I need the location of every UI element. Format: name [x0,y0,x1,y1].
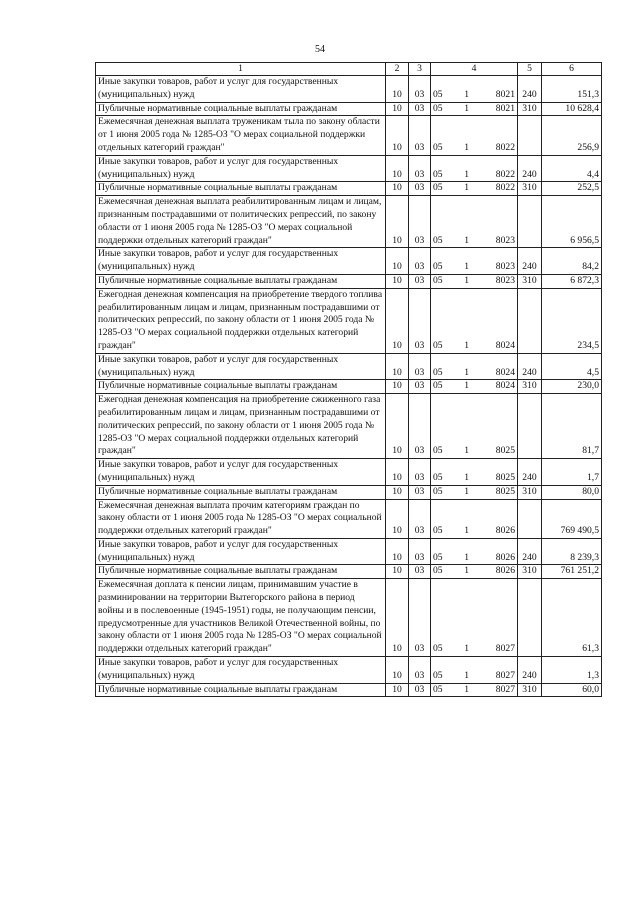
row-direction-code: 8027 [495,669,515,681]
row-subsection: 03 [409,102,431,116]
row-target-article [431,485,518,499]
table-row [96,116,602,155]
row-expense-type [518,288,542,353]
row-name: Ежемесячная денежная выплата реабилитированным лицам и лицам, признанным пострадавшими от политических репрессий, по закону области от 1 июня 2005 года № 1285-ОЗ "О мерах социальной поддержки отдельных категорий граждан" [96,196,386,248]
row-expense-type [518,499,542,538]
row-subprogram-code: 1 [464,380,469,392]
row-expense-type: 240 [518,248,542,275]
row-direction-code: 8021 [495,102,515,114]
row-expense-type: 240 [518,538,542,565]
header-col-3: 3 [409,63,431,76]
row-target-article [431,196,518,248]
row-program-code: 05 [433,339,443,351]
row-direction-code: 8022 [495,168,515,180]
row-name: Иные закупки товаров, работ и услуг для государственных (муниципальных) нужд [96,353,386,380]
row-section: 10 [386,485,409,499]
row-subsection: 03 [409,394,431,459]
row-expense-type: 310 [518,565,542,579]
row-name: Публичные нормативные социальные выплаты гражданам [96,565,386,579]
row-section: 10 [386,499,409,538]
row-expense-type: 310 [518,380,542,394]
row-target-article [431,538,518,565]
row-subprogram-code: 1 [464,366,469,378]
row-name: Ежемесячная денежная выплата труженикам тыла по закону области от 1 июня 2005 года № 1285-ОЗ "О мерах социальной поддержки отдельных категорий граждан" [96,116,386,155]
row-subprogram-code: 1 [464,669,469,681]
table-row [96,579,602,657]
row-section: 10 [386,353,409,380]
row-amount: 230,0 [542,380,602,394]
row-program-code: 05 [433,234,443,246]
row-program-code: 05 [433,274,443,286]
row-program-code: 05 [433,261,443,273]
row-amount: 234,5 [542,288,602,353]
row-subprogram-code: 1 [464,182,469,194]
row-program-code: 05 [433,366,443,378]
row-section: 10 [386,288,409,353]
row-name: Публичные нормативные социальные выплаты гражданам [96,485,386,499]
row-subsection: 03 [409,196,431,248]
row-direction-code: 8022 [495,182,515,194]
row-subsection: 03 [409,485,431,499]
row-target-article [431,499,518,538]
row-subsection: 03 [409,459,431,486]
row-section: 10 [386,380,409,394]
row-subprogram-code: 1 [464,141,469,153]
row-amount: 4,4 [542,155,602,182]
row-amount: 151,3 [542,76,602,103]
row-subsection: 03 [409,248,431,275]
table-row [96,485,602,499]
table-row [96,565,602,579]
row-direction-code: 8026 [495,551,515,563]
row-amount: 84,2 [542,248,602,275]
row-subprogram-code: 1 [464,339,469,351]
table-row [96,394,602,459]
row-direction-code: 8023 [495,261,515,273]
row-program-code: 05 [433,683,443,695]
row-target-article [431,579,518,657]
row-direction-code: 8026 [495,525,515,537]
row-expense-type: 310 [518,683,542,697]
row-subprogram-code: 1 [464,551,469,563]
row-amount: 6 956,5 [542,196,602,248]
table-row [96,102,602,116]
row-name: Ежегодная денежная компенсация на приобретение сжиженного газа реабилитированным лицам и лицам, признанным пострадавшими от политических репрессий, по закону области от 1 июня 2005 года № 1285-ОЗ "О мерах социальной поддержки отдельных категорий граждан" [96,394,386,459]
row-section: 10 [386,657,409,684]
table-row [96,683,602,697]
row-direction-code: 8027 [495,683,515,695]
row-section: 10 [386,182,409,196]
row-subsection: 03 [409,288,431,353]
row-subprogram-code: 1 [464,485,469,497]
row-program-code: 05 [433,669,443,681]
row-section: 10 [386,116,409,155]
row-amount: 81,7 [542,394,602,459]
row-name: Публичные нормативные социальные выплаты гражданам [96,683,386,697]
row-target-article [431,288,518,353]
row-name: Иные закупки товаров, работ и услуг для государственных (муниципальных) нужд [96,76,386,103]
row-target-article [431,248,518,275]
row-direction-code: 8025 [495,485,515,497]
row-name: Публичные нормативные социальные выплаты гражданам [96,182,386,196]
header-col-5: 5 [518,63,542,76]
row-program-code: 05 [433,88,443,100]
table-row [96,459,602,486]
row-expense-type [518,579,542,657]
row-direction-code: 8025 [495,445,515,457]
row-name: Публичные нормативные социальные выплаты гражданам [96,102,386,116]
table-body [96,76,602,697]
row-amount: 8 239,3 [542,538,602,565]
table-row [96,288,602,353]
row-program-code: 05 [433,525,443,537]
header-col-1: 1 [96,63,386,76]
header-row [96,63,602,76]
row-name: Иные закупки товаров, работ и услуг для государственных (муниципальных) нужд [96,248,386,275]
row-amount: 256,9 [542,116,602,155]
row-amount: 1,7 [542,459,602,486]
row-expense-type: 310 [518,274,542,288]
row-subprogram-code: 1 [464,525,469,537]
row-subsection: 03 [409,657,431,684]
table-row [96,353,602,380]
row-amount: 4,5 [542,353,602,380]
row-target-article [431,565,518,579]
row-amount: 769 490,5 [542,499,602,538]
row-amount: 6 872,3 [542,274,602,288]
row-target-article [431,274,518,288]
table-row [96,182,602,196]
row-expense-type: 240 [518,76,542,103]
row-subprogram-code: 1 [464,168,469,180]
row-subsection: 03 [409,182,431,196]
row-expense-type [518,394,542,459]
row-amount: 80,0 [542,485,602,499]
row-direction-code: 8022 [495,141,515,153]
header-col-4: 4 [431,63,518,76]
row-direction-code: 8026 [495,565,515,577]
row-program-code: 05 [433,380,443,392]
table-header [96,63,602,76]
row-subsection: 03 [409,76,431,103]
row-expense-type: 240 [518,459,542,486]
table-row [96,155,602,182]
row-amount: 761 251,2 [542,565,602,579]
row-section: 10 [386,196,409,248]
row-direction-code: 8027 [495,643,515,655]
row-expense-type [518,116,542,155]
row-target-article [431,102,518,116]
row-expense-type: 240 [518,155,542,182]
row-direction-code: 8023 [495,274,515,286]
row-section: 10 [386,579,409,657]
row-name: Ежемесячная денежная выплата прочим категориям граждан по закону области от 1 июня 2005 года № 1285-ОЗ "О мерах социальной поддержки отдельных категорий граждан" [96,499,386,538]
row-subprogram-code: 1 [464,445,469,457]
row-expense-type [518,196,542,248]
table-row [96,76,602,103]
row-subprogram-code: 1 [464,471,469,483]
row-direction-code: 8024 [495,380,515,392]
row-section: 10 [386,76,409,103]
row-target-article [431,380,518,394]
row-subsection: 03 [409,116,431,155]
row-subsection: 03 [409,353,431,380]
row-section: 10 [386,394,409,459]
row-program-code: 05 [433,445,443,457]
row-section: 10 [386,459,409,486]
page-number: 54 [315,44,325,55]
row-target-article [431,116,518,155]
row-amount: 252,5 [542,182,602,196]
row-subsection: 03 [409,538,431,565]
row-direction-code: 8024 [495,339,515,351]
row-name: Иные закупки товаров, работ и услуг для государственных (муниципальных) нужд [96,155,386,182]
row-name: Публичные нормативные социальные выплаты гражданам [96,274,386,288]
table-row [96,657,602,684]
row-program-code: 05 [433,102,443,114]
row-expense-type: 240 [518,657,542,684]
row-name: Ежемесячная доплата к пенсии лицам, принимавшим участие в разминировании на территории Вытегорского района в период войны и в послевоенные (1945-1951) годы, не получающим пенсии, предусмотренные для участников Великой Отечественной войны, по закону области от 1 июня 2005 года № 1285-ОЗ "О мерах социальной поддержки отдельных категорий граждан" [96,579,386,657]
row-subsection: 03 [409,274,431,288]
table-row [96,274,602,288]
row-name: Иные закупки товаров, работ и услуг для государственных (муниципальных) нужд [96,657,386,684]
header-col-6: 6 [542,63,602,76]
row-program-code: 05 [433,182,443,194]
row-section: 10 [386,155,409,182]
row-program-code: 05 [433,551,443,563]
row-program-code: 05 [433,485,443,497]
table-row [96,380,602,394]
row-name: Иные закупки товаров, работ и услуг для государственных (муниципальных) нужд [96,459,386,486]
row-subprogram-code: 1 [464,102,469,114]
row-subprogram-code: 1 [464,643,469,655]
row-target-article [431,353,518,380]
row-subsection: 03 [409,683,431,697]
row-direction-code: 8025 [495,471,515,483]
row-amount: 10 628,4 [542,102,602,116]
row-amount: 1,3 [542,657,602,684]
row-subsection: 03 [409,579,431,657]
row-target-article [431,657,518,684]
row-subprogram-code: 1 [464,261,469,273]
row-program-code: 05 [433,565,443,577]
row-subprogram-code: 1 [464,683,469,695]
row-expense-type: 310 [518,182,542,196]
row-direction-code: 8023 [495,234,515,246]
table-row [96,248,602,275]
row-name: Иные закупки товаров, работ и услуг для государственных (муниципальных) нужд [96,538,386,565]
row-subsection: 03 [409,565,431,579]
row-amount: 60,0 [542,683,602,697]
row-subprogram-code: 1 [464,234,469,246]
row-direction-code: 8024 [495,366,515,378]
row-expense-type: 240 [518,353,542,380]
row-subprogram-code: 1 [464,565,469,577]
row-target-article [431,155,518,182]
row-subsection: 03 [409,155,431,182]
row-section: 10 [386,565,409,579]
row-subprogram-code: 1 [464,274,469,286]
budget-table [95,62,602,697]
row-subprogram-code: 1 [464,88,469,100]
row-name: Публичные нормативные социальные выплаты гражданам [96,380,386,394]
row-program-code: 05 [433,643,443,655]
row-name: Ежегодная денежная компенсация на приобретение твердого топлива реабилитированным лицам и лицам, признанным пострадавшими от политических репрессий, по закону области от 1 июня 2005 года № 1285-ОЗ "О мерах социальной поддержки отдельных категорий граждан" [96,288,386,353]
row-expense-type: 310 [518,485,542,499]
row-subsection: 03 [409,499,431,538]
row-section: 10 [386,248,409,275]
row-target-article [431,76,518,103]
row-direction-code: 8021 [495,88,515,100]
table-row [96,538,602,565]
row-expense-type: 310 [518,102,542,116]
header-col-2: 2 [386,63,409,76]
row-target-article [431,394,518,459]
table-row [96,196,602,248]
row-target-article [431,459,518,486]
row-section: 10 [386,274,409,288]
row-target-article [431,182,518,196]
row-section: 10 [386,102,409,116]
row-program-code: 05 [433,471,443,483]
row-target-article [431,683,518,697]
row-section: 10 [386,538,409,565]
table-row [96,499,602,538]
row-program-code: 05 [433,141,443,153]
row-program-code: 05 [433,168,443,180]
row-subsection: 03 [409,380,431,394]
row-section: 10 [386,683,409,697]
row-amount: 61,3 [542,579,602,657]
